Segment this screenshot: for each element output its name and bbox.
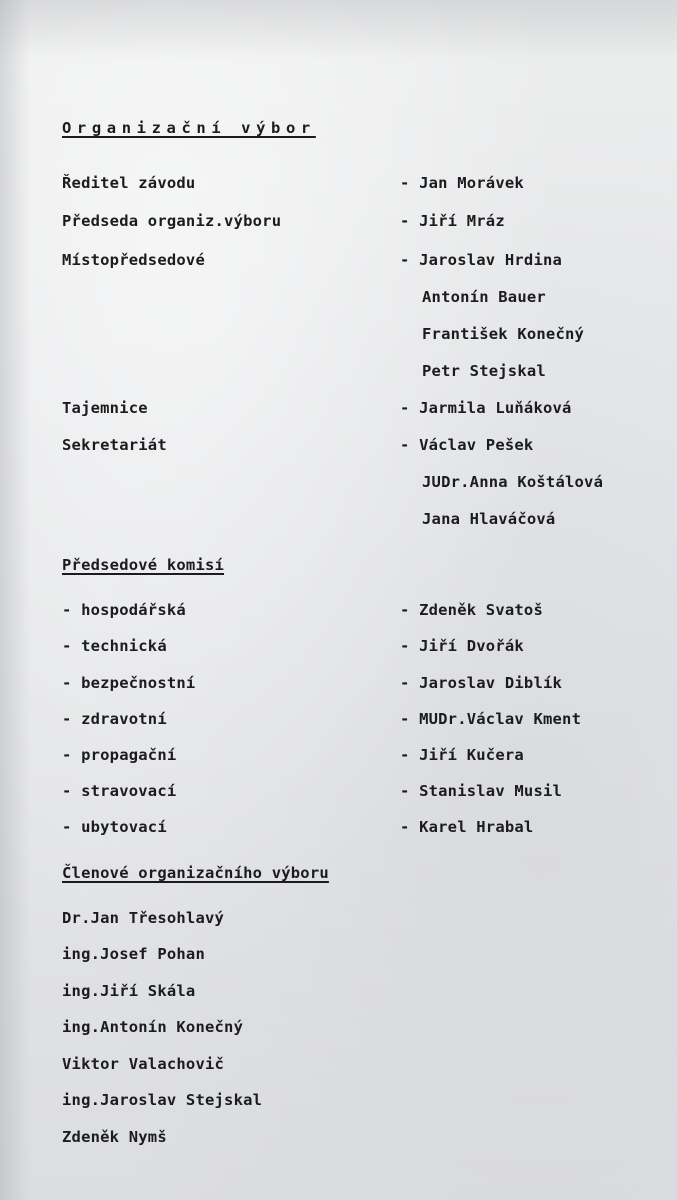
officer-role: Místopředsedové (62, 251, 205, 269)
members-heading: Členové organizačního výboru (62, 864, 329, 882)
member-name: ing.Josef Pohan (62, 945, 205, 963)
officer-name: Jana Hlaváčová (422, 510, 556, 528)
officer-name: - Jarmila Luňáková (400, 399, 572, 417)
commission-chair: - Jiří Dvořák (400, 637, 524, 655)
paper-shadow-left (0, 0, 30, 1200)
officer-name: František Konečný (422, 325, 585, 343)
commission-chair: - Jiří Kučera (400, 746, 524, 764)
officer-name: - Jiří Mráz (400, 212, 505, 230)
officer-name: - Václav Pešek (400, 436, 534, 454)
officer-role: Tajemnice (62, 399, 148, 417)
commission-chair: - Stanislav Musil (400, 782, 563, 800)
commission-name: - ubytovací (62, 818, 167, 836)
member-name: Viktor Valachovič (62, 1055, 225, 1073)
document-title: Organizační výbor (62, 119, 316, 137)
commission-name: - technická (62, 637, 167, 655)
officer-name: Petr Stejskal (422, 362, 546, 380)
member-name: ing.Jiří Skála (62, 982, 196, 1000)
commission-name: - hospodářská (62, 601, 186, 619)
commission-name: - propagační (62, 746, 177, 764)
officer-role: Sekretariát (62, 436, 167, 454)
commission-chair: - Jaroslav Diblík (400, 674, 563, 692)
officer-name: Antonín Bauer (422, 288, 546, 306)
member-name: ing.Jaroslav Stejskal (62, 1091, 263, 1109)
member-name: Dr.Jan Třesohlavý (62, 909, 225, 927)
officer-role: Ředitel závodu (62, 174, 196, 192)
commission-name: - zdravotní (62, 710, 167, 728)
member-name: ing.Antonín Konečný (62, 1018, 244, 1036)
officer-name: - Jaroslav Hrdina (400, 251, 563, 269)
commission-chair: - MUDr.Václav Kment (400, 710, 582, 728)
commissions-heading: Předsedové komisí (62, 556, 225, 574)
commission-name: - stravovací (62, 782, 177, 800)
officer-name: - Jan Morávek (400, 174, 524, 192)
officer-name: JUDr.Anna Koštálová (422, 473, 604, 491)
officer-role: Předseda organiz.výboru (62, 212, 282, 230)
commission-chair: - Karel Hrabal (400, 818, 534, 836)
paper-shadow-top (0, 0, 677, 60)
member-name: Zdeněk Nymš (62, 1128, 167, 1146)
commission-name: - bezpečnostní (62, 674, 196, 692)
commission-chair: - Zdeněk Svatoš (400, 601, 543, 619)
